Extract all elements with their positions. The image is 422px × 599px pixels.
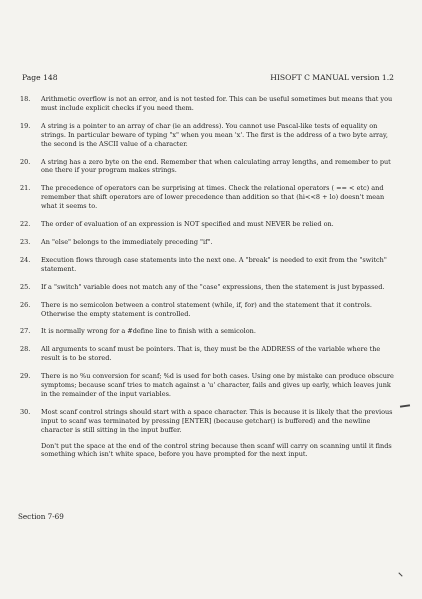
item-number: 27. xyxy=(20,327,31,336)
item-number: 19. xyxy=(20,121,31,130)
item-body xyxy=(41,327,394,336)
item-body xyxy=(41,283,394,292)
list-item xyxy=(20,122,394,149)
list-item xyxy=(20,256,394,274)
item-number: 25. xyxy=(20,282,31,291)
item-body xyxy=(41,345,394,363)
list-item xyxy=(20,158,394,176)
margin-mark xyxy=(400,404,410,407)
item-paragraph: If a "switch" variable does not match any of the "case" expressions, then the statement is just bypassed. xyxy=(41,282,385,291)
page-header xyxy=(22,73,394,82)
item-paragraph: There is no %u conversion for scanf; %d is used for both cases. Using one by mistake can produce obscure symptoms; because scanf tries to match against a 'u' character, fails and gives up early, which leaves junk in the remainder of the input variables. xyxy=(41,372,394,398)
section-footer: Section 7-69 xyxy=(18,512,64,521)
item-number: 22. xyxy=(20,220,31,229)
item-number: 23. xyxy=(20,237,31,246)
item-body xyxy=(41,256,394,274)
list-item xyxy=(20,327,394,336)
item-paragraph: Most scanf control strings should start with a space character. This is because it is likely that the previous input to scanf was terminated by pressing [ENTER] (because getchar() is buffered) and the newline character is still sitting in the input buffer. xyxy=(41,407,393,434)
page-number: Page 148 xyxy=(22,73,58,82)
item-paragraph: There is no semicolon between a control statement (while, if, for) and the statement that it controls. Otherwise the empty statement is controlled. xyxy=(41,300,372,318)
item-body xyxy=(41,238,394,247)
item-paragraph: Arithmetic overflow is not an error, and is not tested for. This can be useful sometimes but means that you must include explicit checks if you need them. xyxy=(41,95,393,112)
list-item xyxy=(20,283,394,292)
list-item xyxy=(20,301,394,319)
item-number: 20. xyxy=(20,157,31,166)
list-item xyxy=(20,184,394,211)
list-item xyxy=(20,372,394,399)
item-paragraph: The order of evaluation of an expression is NOT specified and must NEVER be relied on. xyxy=(41,220,334,229)
list-item xyxy=(20,408,394,460)
corner-mark xyxy=(398,572,402,576)
item-body xyxy=(41,220,394,229)
item-number: 18. xyxy=(20,95,31,103)
item-body xyxy=(41,372,394,399)
item-body xyxy=(41,408,394,460)
list-item xyxy=(20,238,394,247)
item-number: 30. xyxy=(20,407,31,416)
item-paragraph: An "else" belongs to the immediately preceding "if". xyxy=(41,237,213,246)
item-paragraph: Don't put the space at the end of the control string because then scanf will carry on scanning until it finds something which isn't white space, before you have prompted for the next input. xyxy=(41,441,392,459)
item-number: 26. xyxy=(20,300,31,309)
item-body xyxy=(41,158,394,176)
manual-title: HISOFT C MANUAL version 1.2 xyxy=(270,73,394,82)
list-item xyxy=(20,95,394,113)
item-number: 29. xyxy=(20,372,31,381)
item-paragraph: Execution flows through case statements into the next one. A "break" is needed to exit from the "switch" statement. xyxy=(41,255,387,273)
item-number: 21. xyxy=(20,184,31,193)
item-number: 24. xyxy=(20,255,31,264)
item-body xyxy=(41,95,394,113)
item-body xyxy=(41,122,394,149)
item-body xyxy=(41,184,394,211)
item-number: 28. xyxy=(20,345,31,354)
numbered-list xyxy=(20,95,394,468)
list-item xyxy=(20,220,394,229)
list-item xyxy=(20,345,394,363)
item-paragraph: All arguments to scanf must be pointers. That is, they must be the ADDRESS of the variable where the result is to be stored. xyxy=(41,345,381,363)
item-paragraph: The precedence of operators can be surprising at times. Check the relational operators ( == < etc) and remember that shift operators are of lower precedence than addition so that (hi<<8 + lo) doesn't mean what it seems to. xyxy=(41,184,385,211)
item-paragraph: A string has a zero byte on the end. Remember that when calculating array lengths, and remember to put one there if your program makes strings. xyxy=(41,157,391,175)
item-paragraph: A string is a pointer to an array of char (ie an address). You cannot use Pascal-like tests of equality on strings. In particular beware of typing "x" when you mean 'x'. The first is the address of a two byte array, the second is the ASCII value of a character. xyxy=(41,121,388,148)
item-paragraph: It is normally wrong for a #define line to finish with a semicolon. xyxy=(41,327,256,336)
item-body xyxy=(41,301,394,319)
